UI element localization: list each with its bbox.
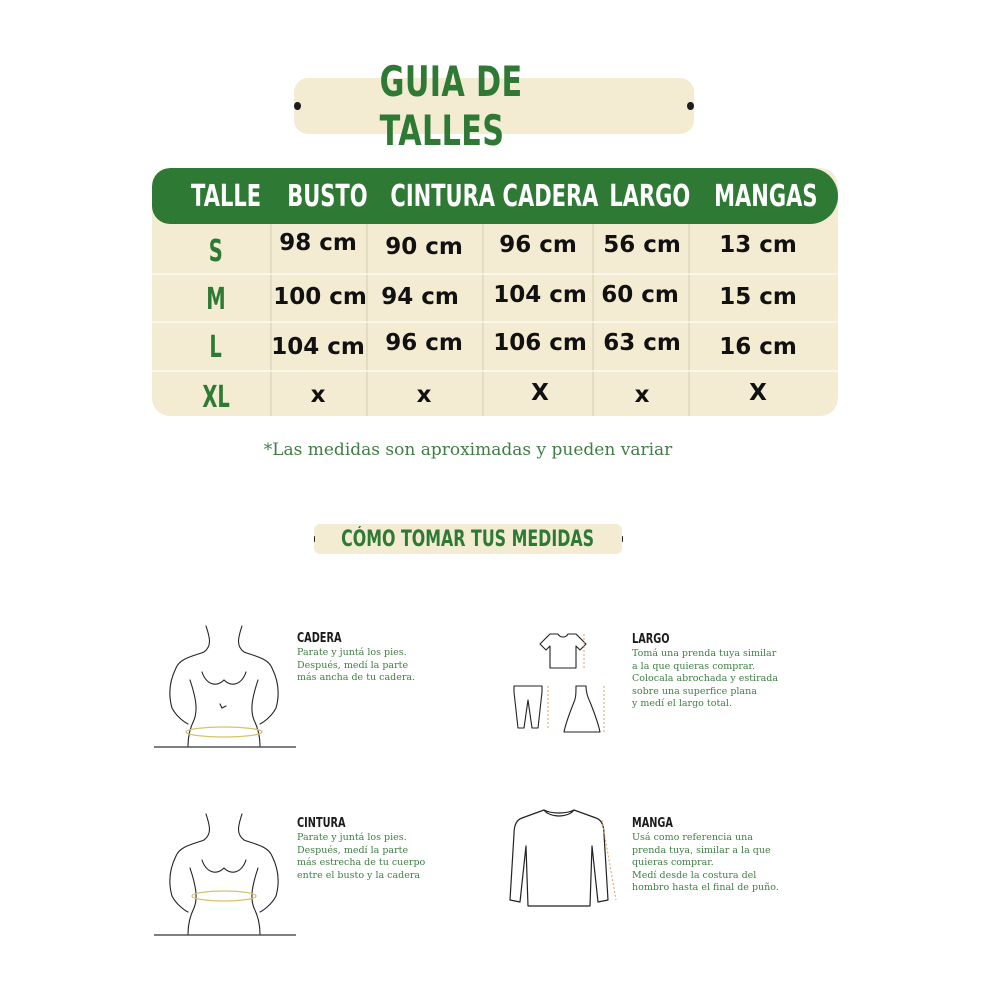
- instruction-heading: LARGO: [632, 632, 670, 647]
- column-header-mangas: MANGAS: [714, 179, 818, 214]
- size-label-l: L: [209, 330, 223, 365]
- disclaimer-note: *Las medidas son aproximadas y pueden variar: [263, 440, 673, 460]
- bullet-dot: [687, 102, 694, 110]
- instruction-line: sobre una superfice plana: [632, 685, 757, 697]
- table-header: [152, 168, 838, 224]
- instruction-line: Medí desde la costura del: [632, 869, 757, 881]
- instruction-line: a la que quieras comprar.: [632, 660, 756, 672]
- bullet-dot: [294, 102, 301, 110]
- instruction-line: Parate y juntá los pies.: [297, 647, 407, 658]
- table-cell: 96 cm: [499, 232, 577, 258]
- row-divider: [152, 370, 838, 372]
- instruction-line: y medí el largo total.: [632, 698, 732, 709]
- table-cell: 60 cm: [601, 282, 679, 308]
- instruction-line: Usá como referencia una: [632, 832, 753, 843]
- instruction-cadera: [297, 627, 415, 685]
- column-header-cadera: CADERA: [502, 179, 599, 214]
- table-cell: X: [531, 380, 549, 406]
- female-torso-hip-icon: [154, 620, 296, 752]
- row-divider: [152, 273, 838, 275]
- instruction-line: prenda tuya, similar a la que: [632, 844, 771, 856]
- column-header-largo: LARGO: [609, 179, 691, 214]
- instruction-heading: CINTURA: [297, 816, 346, 831]
- title-banner: [294, 57, 694, 155]
- instruction-line: más ancha de tu cadera.: [297, 672, 416, 683]
- table-cell: 98 cm: [279, 230, 357, 256]
- instruction-line: Parate y juntá los pies.: [297, 832, 407, 843]
- column-header-talle: TALLE: [191, 179, 262, 214]
- table-cell: x: [416, 382, 432, 408]
- table-cell: 106 cm: [493, 330, 587, 356]
- table-cell: 104 cm: [493, 282, 587, 308]
- table-cell: 100 cm: [273, 284, 367, 310]
- instruction-line: más estrecha de tu cuerpo: [297, 857, 426, 868]
- instruction-line: hombro hasta el final de puño.: [632, 882, 779, 893]
- female-torso-waist-icon: [154, 808, 296, 940]
- table-cell: 94 cm: [381, 284, 459, 310]
- instruction-line: entre el busto y la cadera: [297, 869, 421, 881]
- table-cell: 104 cm: [271, 334, 365, 360]
- table-cell: 16 cm: [719, 334, 797, 360]
- table-cell: 56 cm: [603, 232, 681, 258]
- row-divider: [152, 321, 838, 323]
- howto-banner: [314, 524, 622, 554]
- column-header-busto: BUSTO: [287, 179, 368, 214]
- instruction-line: Colocala abrochada y estirada: [632, 673, 779, 684]
- howto-title: CÓMO TOMAR TUS MEDIDAS: [341, 526, 595, 552]
- table-cell: 96 cm: [385, 330, 463, 356]
- instruction-line: Tomá una prenda tuya similar: [632, 648, 777, 659]
- column-header-cintura: CINTURA: [390, 179, 496, 214]
- table-cell: X: [749, 380, 767, 406]
- page-title: GUIA DE TALLES: [379, 57, 523, 155]
- table-cell: x: [634, 382, 650, 408]
- instruction-line: Después, medí la parte: [297, 659, 409, 671]
- instruction-line: quieras comprar.: [632, 857, 714, 868]
- size-label-xl: XL: [202, 380, 230, 415]
- instruction-cintura: [297, 812, 425, 882]
- long-sleeve-shirt-icon: [498, 806, 626, 912]
- table-cell: 63 cm: [603, 330, 681, 356]
- table-cell: 13 cm: [719, 232, 797, 258]
- size-label-m: M: [206, 282, 226, 317]
- table-cell: 90 cm: [385, 234, 463, 260]
- size-label-s: S: [208, 234, 224, 269]
- instruction-heading: MANGA: [632, 816, 673, 831]
- instruction-heading: CADERA: [297, 631, 342, 646]
- table-cell: 15 cm: [719, 284, 797, 310]
- garment-length-icon: [500, 628, 620, 740]
- instruction-line: Después, medí la parte: [297, 844, 409, 856]
- instruction-largo: [632, 628, 778, 711]
- table-cell: x: [310, 382, 326, 408]
- instruction-manga: [632, 812, 779, 895]
- size-table: [152, 168, 838, 416]
